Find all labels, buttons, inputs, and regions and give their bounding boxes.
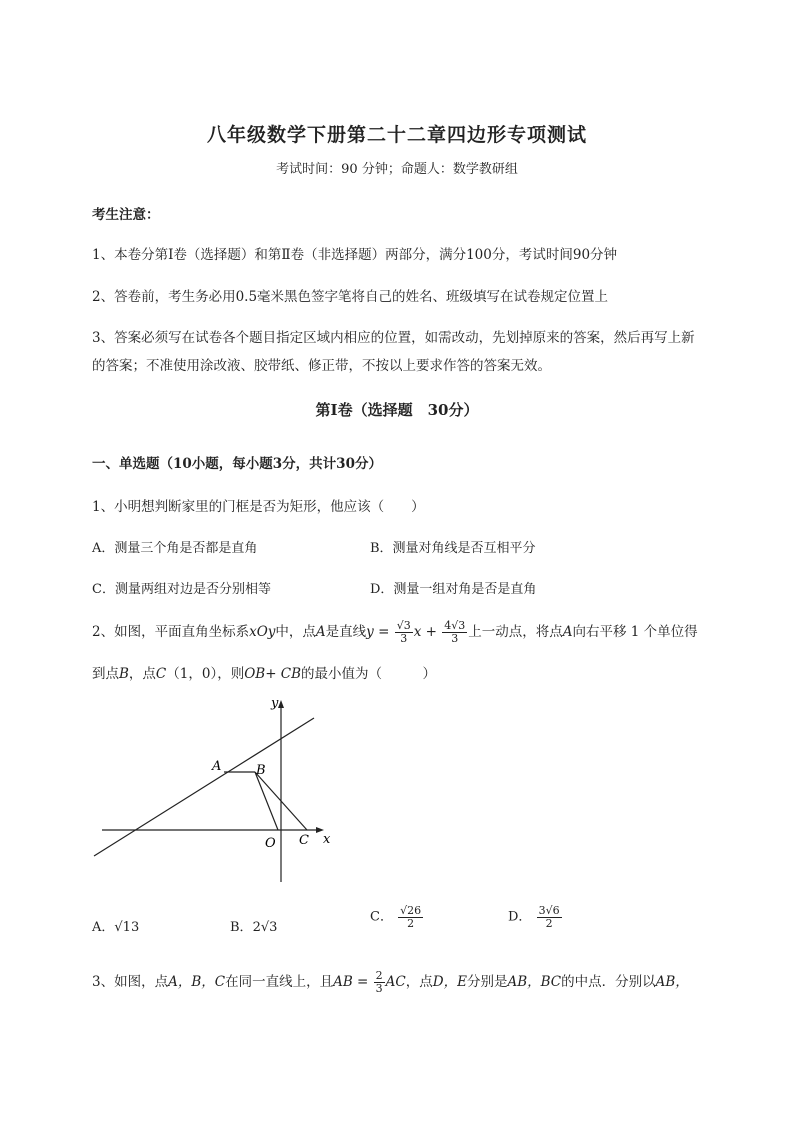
frac-den: 2 bbox=[545, 916, 553, 930]
notice-item-3-line1: 3、答案必须写在试卷各个题目指定区域内相应的位置，如需改动，先划掉原来的答案，然后再写上新 bbox=[92, 330, 695, 346]
q2-fraction-2 bbox=[442, 620, 467, 644]
q2-option-c bbox=[370, 905, 424, 929]
option-value: 2√3 bbox=[252, 920, 278, 935]
q2-text: 中，点 bbox=[275, 624, 316, 640]
q3-fraction bbox=[374, 970, 385, 994]
q2-point-b: B bbox=[119, 666, 129, 682]
label-x: x bbox=[323, 832, 331, 847]
option-fraction bbox=[398, 905, 423, 929]
q1-option-d: D．测量一组对角是否是直角 bbox=[370, 582, 537, 597]
q2-text: 的最小值为（ ） bbox=[301, 666, 437, 682]
q3-ab-bc: AB，BC bbox=[507, 974, 562, 990]
label-c: C bbox=[299, 833, 309, 848]
frac-num: 3√6 bbox=[538, 904, 560, 917]
q2-option-a bbox=[92, 916, 139, 935]
q2-ob-cb: OB+ CB bbox=[244, 666, 302, 682]
notice-item-3-line2: 的答案；不准使用涂改液、胶带纸、修正带，不按以上要求作答的答案无效。 bbox=[92, 358, 551, 374]
page-title: 八年级数学下册第二十二章四边形专项测试 bbox=[206, 124, 587, 146]
q2-y-eq: y = bbox=[366, 624, 390, 640]
part-heading: 一、单选题（10小题，每小题3分，共计30分） bbox=[92, 456, 382, 472]
q1-option-b: B．测量对角线是否互相平分 bbox=[370, 541, 536, 556]
q3-ab: AB， bbox=[655, 974, 689, 990]
frac-den: 2 bbox=[407, 916, 415, 930]
q2-text: （1，0），则 bbox=[166, 666, 245, 682]
label-y: y bbox=[271, 696, 279, 711]
q2-figure bbox=[90, 690, 350, 890]
frac-num: √26 bbox=[400, 904, 422, 917]
q2-text: 向右平移 1 个单位得 bbox=[572, 624, 698, 640]
q1-option-c: C．测量两组对边是否分别相等 bbox=[92, 582, 271, 597]
q2-point-a: A bbox=[315, 624, 326, 640]
q3-text: 在同一直线上，且 bbox=[225, 974, 334, 990]
q2-text: 2、如图，平面直角坐标系 bbox=[92, 624, 250, 640]
segment-bo bbox=[255, 772, 278, 830]
frac-den: 3 bbox=[375, 982, 383, 995]
q3-text: 的中点．分别以 bbox=[561, 974, 656, 990]
q1-stem: 1、小明想判断家里的门框是否为矩形，他应该（ ） bbox=[92, 499, 425, 515]
option-value: √13 bbox=[114, 920, 140, 935]
q3-text: ，点 bbox=[405, 974, 433, 990]
q2-text: 是直线 bbox=[325, 624, 367, 640]
frac-den: 3 bbox=[451, 632, 459, 645]
q2-stem-line2 bbox=[92, 662, 436, 682]
q2-x-plus: x + bbox=[413, 624, 437, 640]
option-label: A． bbox=[92, 920, 115, 935]
q3-text: 分别是 bbox=[466, 974, 508, 990]
frac-num: 2 bbox=[375, 969, 383, 983]
q2-text: ，点 bbox=[128, 666, 156, 682]
frac-num: 4√3 bbox=[444, 619, 466, 633]
q2-point-a: A bbox=[562, 624, 573, 640]
section-title: 第Ⅰ卷（选择题 30分） bbox=[315, 401, 479, 419]
q2-option-b bbox=[230, 916, 277, 935]
option-label: D． bbox=[508, 909, 532, 925]
q3-text: 3、如图，点 bbox=[92, 974, 169, 990]
notice-item-2: 2、答卷前，考生务必用0.5毫米黑色签字笔将自己的姓名、班级填写在试卷规定位置上 bbox=[92, 289, 609, 305]
q2-point-c: C bbox=[155, 666, 167, 682]
notice-heading: 考生注意： bbox=[92, 207, 160, 223]
option-fraction bbox=[537, 905, 562, 929]
q2-text: 到点 bbox=[92, 666, 119, 682]
q3-ac: AC bbox=[385, 974, 406, 990]
label-b: B bbox=[256, 763, 266, 778]
q3-stem-line1 bbox=[92, 970, 689, 995]
y-axis-arrow-icon bbox=[278, 700, 284, 708]
q2-text: 上一动点，将点 bbox=[468, 624, 563, 640]
q3-ab: AB = bbox=[333, 974, 369, 990]
q2-fraction-1 bbox=[395, 620, 413, 644]
frac-den: 3 bbox=[400, 632, 408, 645]
q3-points: A，B，C bbox=[168, 974, 226, 990]
q1-option-a: A．测量三个角是否都是直角 bbox=[92, 541, 258, 556]
exam-info: 考试时间：90 分钟；命题人：数学教研组 bbox=[276, 162, 518, 177]
q2-stem-line1 bbox=[92, 620, 698, 645]
option-label: C． bbox=[370, 909, 393, 925]
q3-de: D，E bbox=[432, 974, 467, 990]
label-o: O bbox=[265, 836, 276, 851]
q2-xoy: xOy bbox=[249, 624, 276, 640]
label-a: A bbox=[212, 759, 222, 774]
option-label: B． bbox=[230, 920, 253, 935]
notice-item-1: 1、本卷分第Ⅰ卷（选择题）和第Ⅱ卷（非选择题）两部分，满分100分，考试时间90分钟 bbox=[92, 247, 618, 263]
q2-option-d bbox=[508, 905, 563, 929]
frac-num: √3 bbox=[396, 619, 411, 633]
